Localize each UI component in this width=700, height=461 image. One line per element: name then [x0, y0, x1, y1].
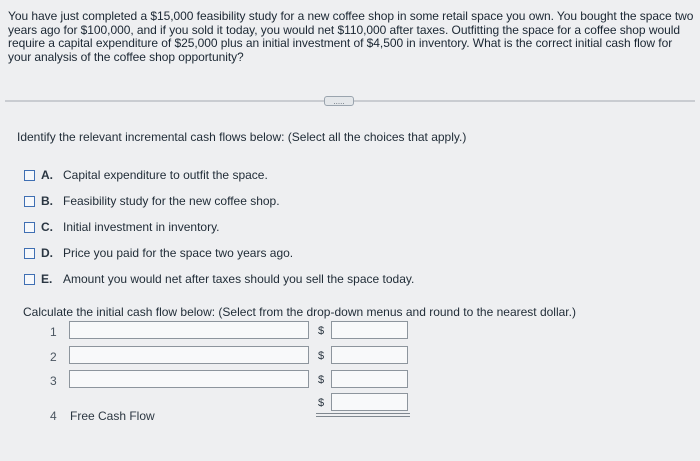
checkbox-b[interactable] — [24, 196, 35, 207]
cash-flow-dropdown-1[interactable] — [69, 321, 309, 339]
cash-flow-row-4 — [0, 393, 700, 423]
choice-letter: C. — [41, 220, 53, 234]
part2-prompt: Calculate the initial cash flow below: (Select from the drop-down menus and round to the nearest dollar.) — [23, 305, 576, 319]
row-number: 1 — [50, 325, 57, 339]
choice-text: Capital expenditure to outfit the space. — [63, 168, 268, 182]
dollar-sign: $ — [318, 397, 325, 409]
choice-text: Amount you would net after taxes should you sell the space today. — [63, 272, 415, 286]
checkbox-d[interactable] — [24, 248, 35, 259]
choice-text: Feasibility study for the new coffee shop. — [63, 194, 280, 208]
row-number: 4 — [50, 409, 57, 423]
cash-flow-dropdown-3[interactable] — [69, 370, 309, 388]
row-number: 2 — [50, 350, 57, 364]
choice-letter: E. — [41, 272, 53, 286]
dollar-sign: $ — [318, 374, 325, 386]
question-text: You have just completed a $15,000 feasibility study for a new coffee shop in some retail space you own. You bought the space two years ago for $100,000, and if you sold it today, you would net $110,000 after taxes. Outfitting the space for a coffee shop would require a capital expenditure of $25,000 plus an initial investment of $4,500 in inventory. What is the correct initial cash flow for your analysis of the coffee shop opportunity? — [8, 9, 694, 64]
amount-input-3[interactable] — [331, 370, 408, 388]
checkbox-e[interactable] — [24, 274, 35, 285]
choice-letter: B. — [41, 194, 53, 208]
cash-flow-dropdown-2[interactable] — [69, 346, 309, 364]
checkbox-a[interactable] — [24, 170, 35, 181]
cash-flow-row-3 — [0, 370, 700, 392]
free-cash-flow-label: Free Cash Flow — [70, 409, 155, 423]
checkbox-c[interactable] — [24, 222, 35, 233]
choice-letter: D. — [41, 246, 53, 260]
free-cash-flow-input[interactable] — [331, 393, 408, 411]
amount-input-1[interactable] — [331, 321, 408, 339]
total-double-underline — [316, 416, 410, 417]
cash-flow-row-2 — [0, 346, 700, 368]
choice-text: Initial investment in inventory. — [63, 220, 220, 234]
dollar-sign: $ — [318, 325, 325, 337]
amount-input-2[interactable] — [331, 346, 408, 364]
choice-letter: A. — [41, 168, 53, 182]
choice-text: Price you paid for the space two years ago. — [63, 246, 294, 260]
cash-flow-row-1 — [0, 321, 700, 343]
expand-button[interactable]: ..... — [324, 96, 354, 106]
part1-prompt: Identify the relevant incremental cash flows below: (Select all the choices that apply.) — [17, 130, 467, 144]
dollar-sign: $ — [318, 350, 325, 362]
row-number: 3 — [50, 374, 57, 388]
total-underline — [316, 413, 410, 414]
